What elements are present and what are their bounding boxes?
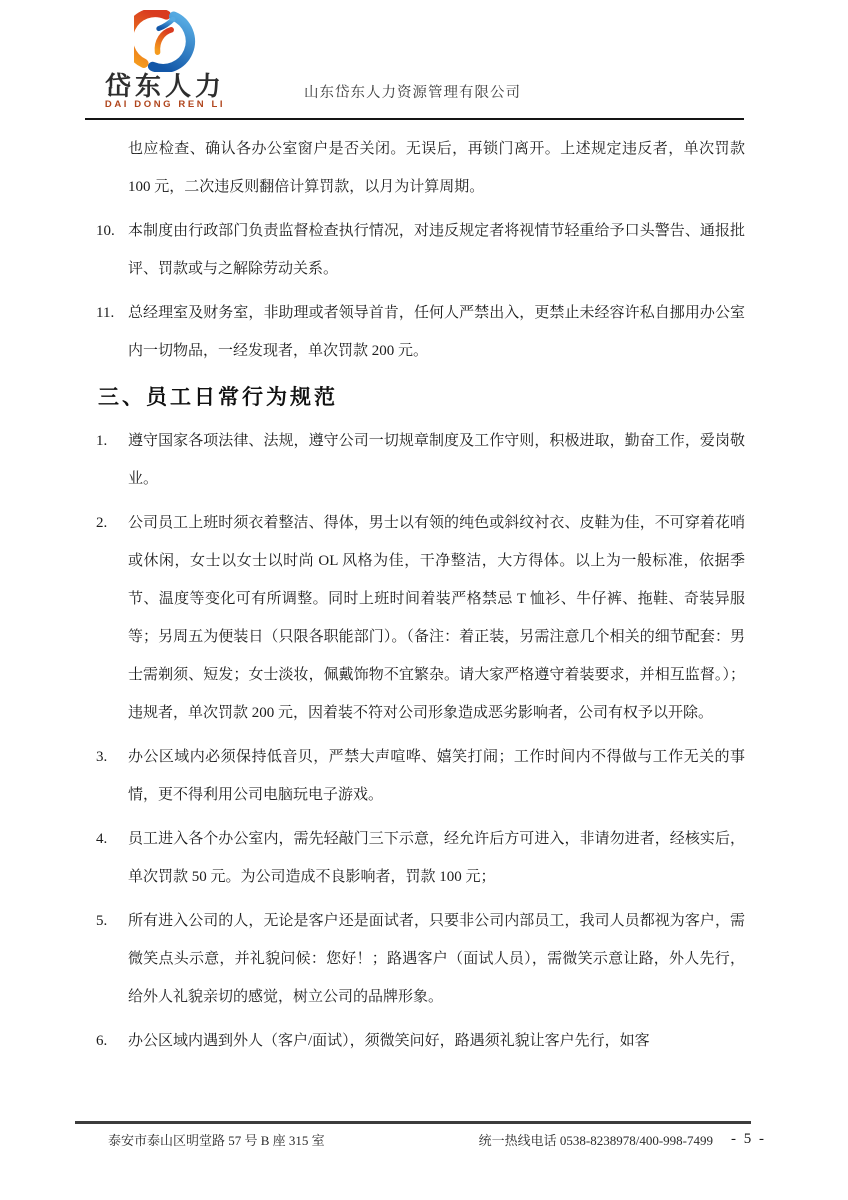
rules-list: [96, 422, 745, 1060]
rule-number: 5.: [96, 913, 108, 929]
rule-number: 1.: [96, 433, 108, 449]
rule-item: [96, 738, 745, 814]
header-divider: [85, 118, 744, 120]
company-logo-icon: [134, 10, 196, 72]
rule-item: [96, 422, 745, 498]
rule-item: [96, 902, 745, 1016]
rule-text: 员工进入各个办公室内，需先轻敲门三下示意，经允许后方可进入，非请勿进者，经核实后，单次罚款 50 元。为公司造成不良影响者，罚款 100 元；: [128, 831, 745, 885]
logo-title: 岱东人力: [104, 71, 225, 101]
rule-text: 办公区域内必须保持低音贝，严禁大声喧哗、嬉笑打闹；工作时间内不得做与工作无关的事情，更不得利用公司电脑玩电子游戏。: [128, 749, 745, 803]
company-logo: [95, 10, 235, 111]
rule-number: 11.: [96, 305, 115, 321]
footer-divider: [75, 1121, 751, 1124]
page-number: - 5 -: [731, 1131, 766, 1147]
logo-subtitle: DAI DONG REN LI: [104, 99, 226, 110]
rule-number: 4.: [96, 831, 108, 847]
rule-text: 公司员工上班时须衣着整洁、得体，男士以有领的纯色或斜纹衬衣、皮鞋为佳，不可穿着花哨或休闲，女士以女士以时尚 OL 风格为佳，干净整洁，大方得体。以上为一般标准，依据季节、温度等变化可有所调整。同时上班时间着装严格禁忌 T 恤衫、牛仔裤、拖鞋、奇装异服等；另周五为便装日（只限各职能部门）。（备注：着正装，另需注意几个相关的细节配套：男士需剃须、短发；女士淡妆，佩戴饰物不宜繁杂。请大家严格遵守着装要求，并相互监督。）；违规者，单次罚款 200 元，因着装不符对公司形象造成恶劣影响者，公司有权予以开除。: [128, 515, 745, 721]
rule-item: [96, 212, 745, 288]
section-heading: 三、员工日常行为规范: [98, 385, 338, 409]
rule-number: 2.: [96, 515, 108, 531]
document-body: [96, 130, 745, 1066]
rule-text: 总经理室及财务室，非助理或者领导首肯，任何人严禁出入，更禁止未经容许私自挪用办公室内一切物品，一经发现者，单次罚款 200 元。: [128, 305, 745, 359]
rule-text: 所有进入公司的人，无论是客户还是面试者，只要非公司内部员工，我司人员都视为客户，需微笑点头示意，并礼貌问候：您好！；路遇客户（面试人员），需微笑示意让路，外人先行，给外人礼貌亲切的感觉，树立公司的品牌形象。: [128, 913, 745, 1005]
company-name: 山东岱东人力资源管理有限公司: [304, 85, 521, 101]
rule-number: 3.: [96, 749, 108, 765]
rule-item: [96, 1022, 745, 1060]
rule-item: [96, 294, 745, 370]
rule-text: 遵守国家各项法律、法规，遵守公司一切规章制度及工作守则，积极进取，勤奋工作，爱岗敬业。: [128, 433, 745, 487]
continuation-paragraph: 也应检查、确认各办公室窗户是否关闭。无误后，再锁门离开。上述规定违反者，单次罚款 100 元，二次违反则翻倍计算罚款，以月为计算周期。: [128, 141, 745, 195]
footer-hotline: 统一热线电话 0538-8238978/400-998-7499: [478, 1133, 713, 1148]
rule-text: 办公区域内遇到外人（客户/面试），须微笑问好，路遇须礼貌让客户先行，如客: [128, 1033, 650, 1049]
rule-text: 本制度由行政部门负责监督检查执行情况，对违反规定者将视情节轻重给予口头警告、通报批评、罚款或与之解除劳动关系。: [128, 223, 745, 277]
rule-number: 6.: [96, 1033, 108, 1049]
rule-number: 10.: [96, 223, 115, 239]
rules-list-prev: [96, 212, 745, 370]
rule-item: [96, 504, 745, 732]
rule-item: [96, 820, 745, 896]
footer-address: 泰安市泰山区明堂路 57 号 B 座 315 室: [108, 1133, 325, 1148]
